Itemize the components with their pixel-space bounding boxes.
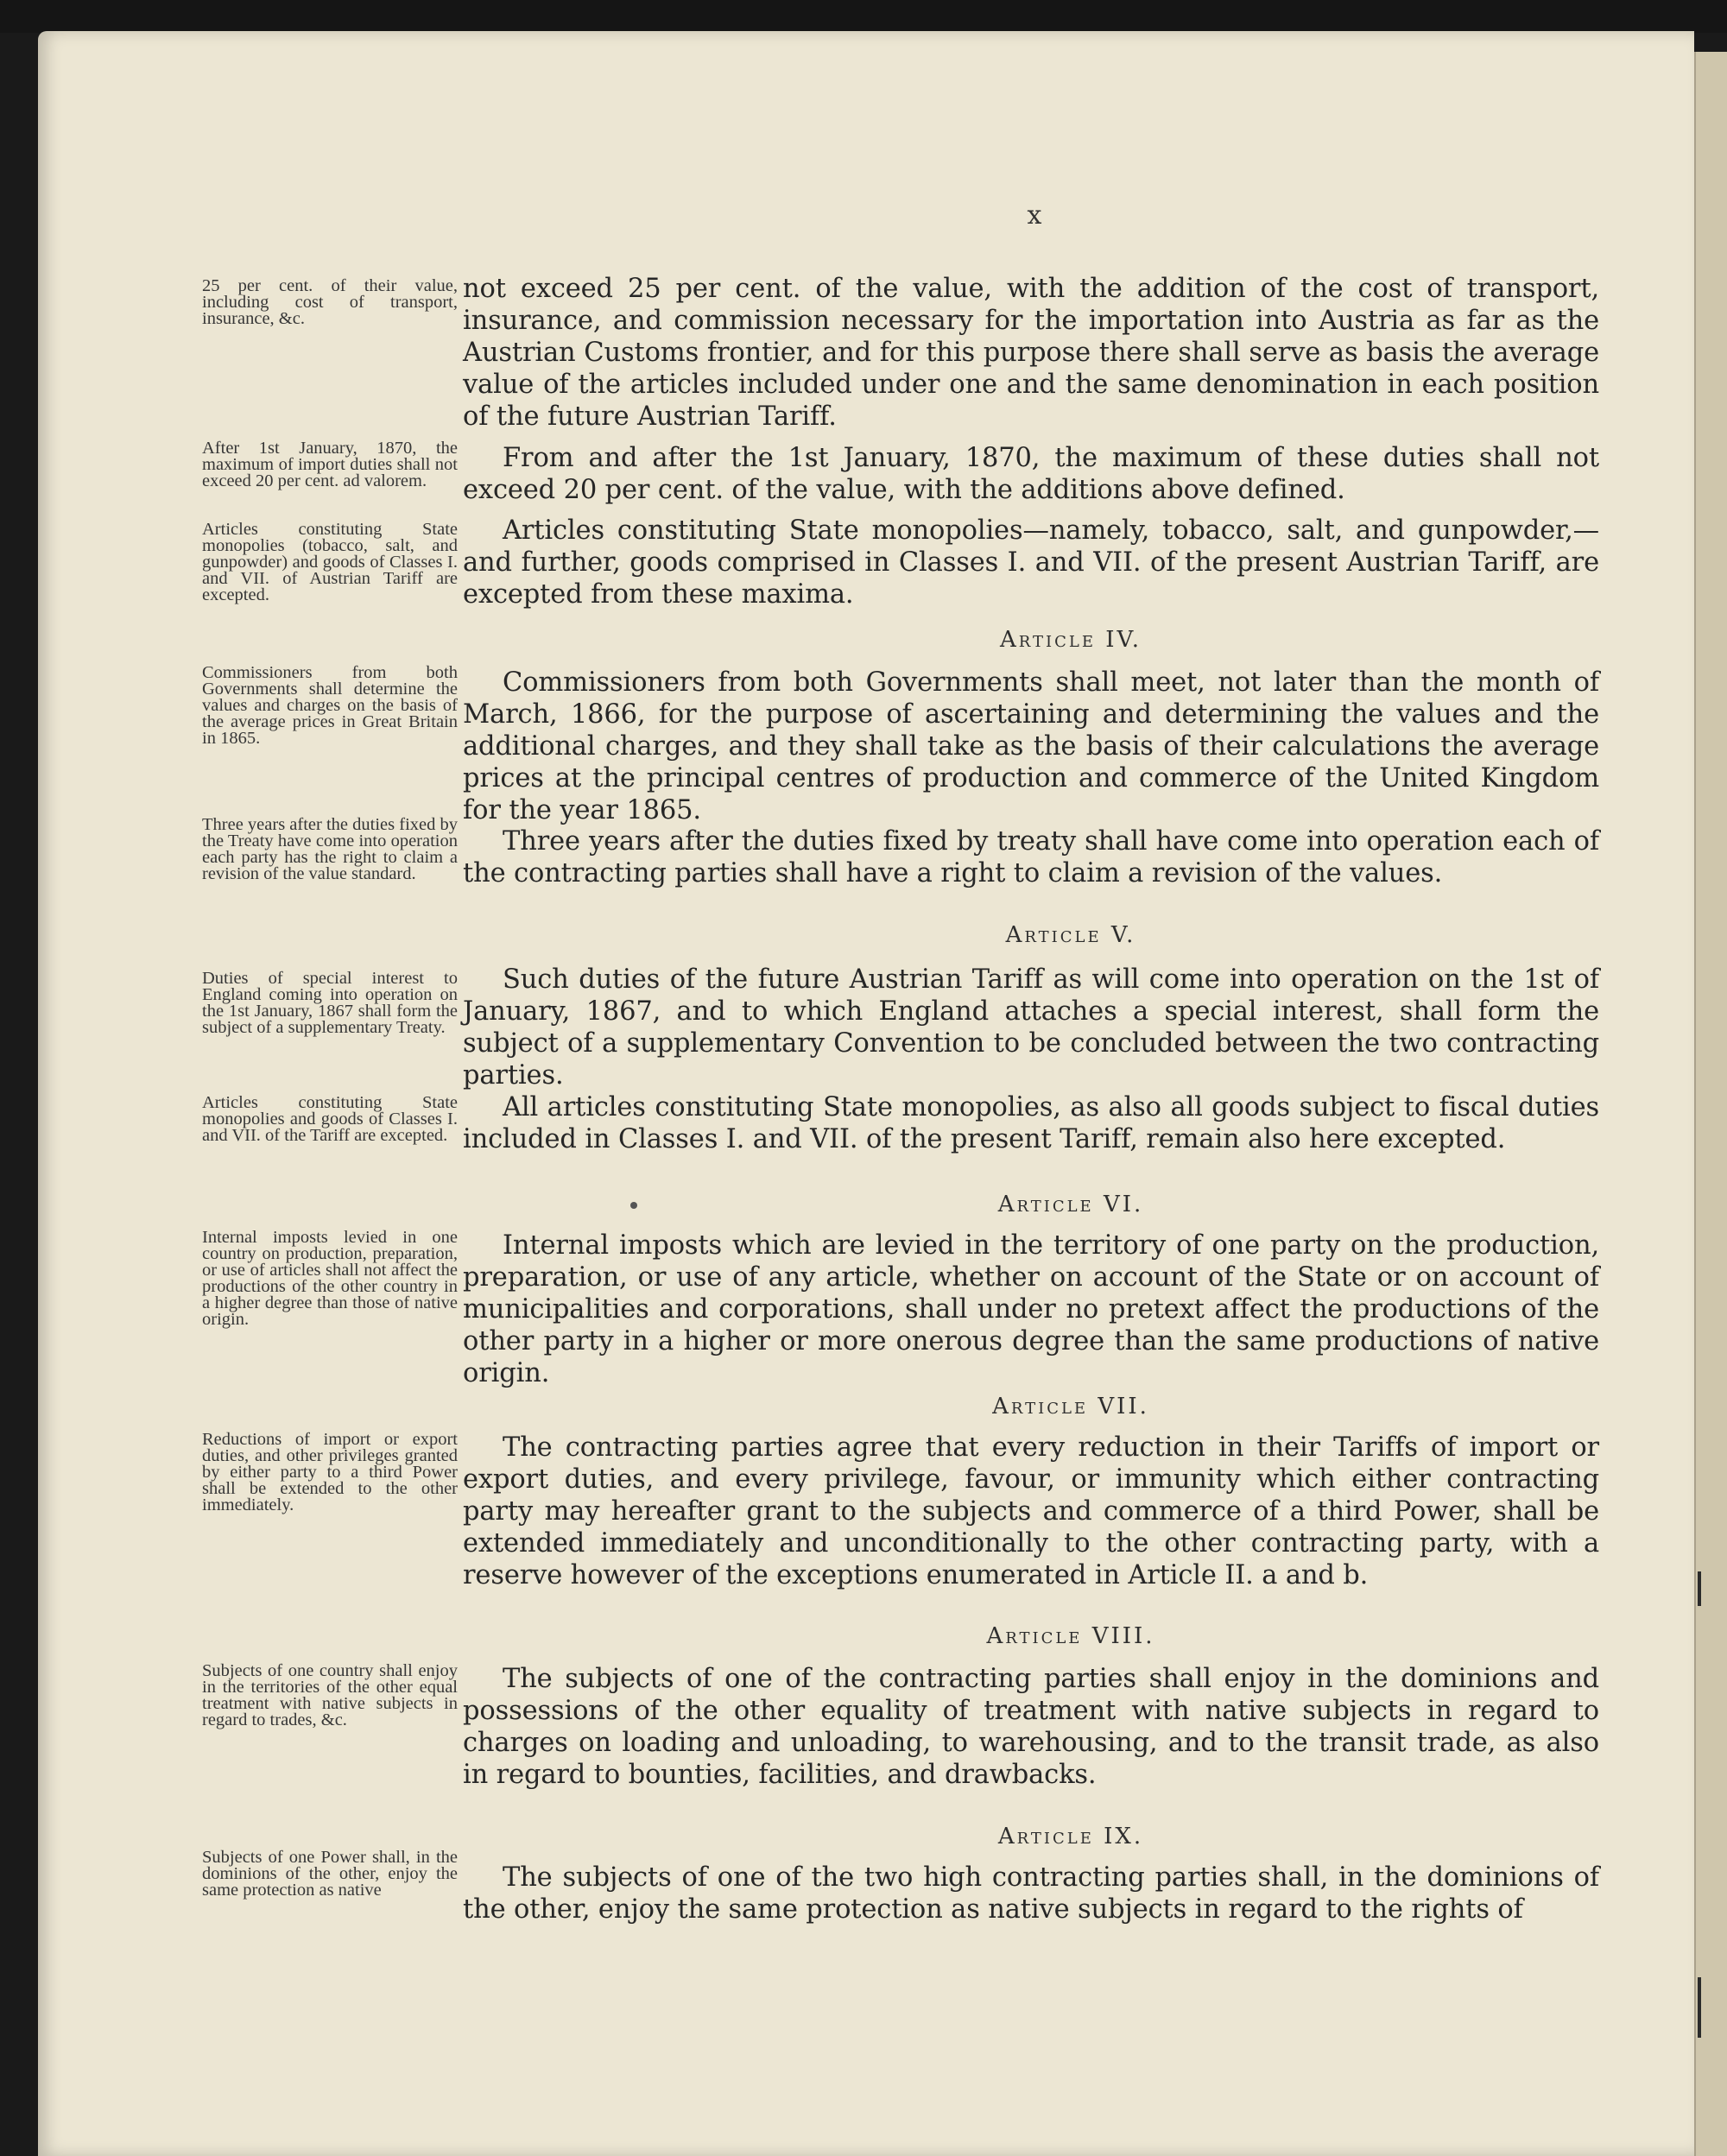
sidenote: Subjects of one country shall enjoy in the territories of the other equal treatment with native subjects in regard to trades, &c. [202,1661,458,1729]
sidenote: Articles constituting State monopolies and goods of Classes I. and VII. of the Tariff are excepted. [202,1093,458,1145]
sidenote: 25 per cent. of their value, including cost of transport, insurance, &c. [202,276,458,328]
body-paragraph: Internal imposts which are levied in the territory of one party on the production, preparation, or use of any article, whether on account of the State or on account of municipalities and corporations, shall under no pretext affect the productions of the other party in a higher or more onerous degree than the same productions of native origin. [463,1230,1599,1388]
sidenote: Three years after the duties fixed by the Treaty have come into operation each party has the right to claim a revision of the value standard. [202,815,458,883]
article-heading: Article V. [1005,922,1136,948]
ink-speck [630,1202,637,1209]
body-paragraph: The contracting parties agree that every reduction in their Tariffs of import or export duties, and every privilege, favour, or immunity which either contracting party may hereafter grant to the subjects and commerce of a third Power, shall be extended immediately and unconditionally to the other contracting party, with a reserve however of the exceptions enumerated in Article II. a and b. [463,1432,1599,1590]
body-paragraph: From and after the 1st January, 1870, the maximum of these duties shall not exceed 20 per cent. of the value, with the additions above defined. [463,443,1599,505]
edge-mark [1698,1571,1701,1606]
sidenote: Duties of special interest to England coming into operation on the 1st January, 1867 shall form the subject of a supplementary Treaty. [202,969,458,1037]
sidenote: After 1st January, 1870, the maximum of import duties shall not exceed 20 per cent. ad valorem. [202,439,458,490]
body-paragraph: Such duties of the future Austrian Tariff as will come into operation on the 1st of January, 1867, and to which England attaches a special interest, shall form the subject of a supplementary Convention to be concluded between the two contracting parties. [463,964,1599,1091]
page-number: x [1027,200,1042,231]
sidenote: Internal imposts levied in one country on production, preparation, or use of articles shall not affect the productions of the other country in a higher degree than those of native origin. [202,1228,458,1329]
body-paragraph: Articles constituting State monopolies—namely, tobacco, salt, and gunpowder,—and further, goods comprised in Classes I. and VII. of the present Austrian Tariff, are excepted from these maxima. [463,515,1599,610]
body-paragraph: Three years after the duties fixed by treaty shall have come into operation each of the contracting parties shall have a right to claim a revision of the values. [463,826,1599,888]
article-heading: Article IV. [999,627,1142,653]
sidenote: Subjects of one Power shall, in the dominions of the other, enjoy the same protection as native [202,1848,458,1900]
body-paragraph: not exceed 25 per cent. of the value, with the addition of the cost of transport, insurance, and commission necessary for the importation into Austria as far as the Austrian Customs frontier, and for this purpose there shall serve as basis the average value of the articles included under one and the same denomination in each position of the future Austrian Tariff. [463,274,1599,432]
scan-background [0,0,1727,33]
facing-page-edge [1694,52,1727,2156]
article-heading: Article VI. [997,1192,1144,1217]
sidenote: Reductions of import or export duties, and other privileges granted by either party to a third Power shall be extended to the other immediately. [202,1430,458,1514]
body-paragraph: All articles constituting State monopolies, as also all goods subject to fiscal duties included in Classes I. and VII. of the present Tariff, remain also here excepted. [463,1092,1599,1154]
article-heading: Article IX. [997,1824,1144,1849]
article-heading: Article VII. [992,1394,1149,1419]
body-paragraph: The subjects of one of the contracting parties shall enjoy in the dominions and possessions of the other equality of treatment with native subjects in regard to charges on loading and unloading, to warehousing, and to the transit trade, as also in regard to bounties, facilities, and drawbacks. [463,1664,1599,1790]
body-paragraph: Commissioners from both Governments shall meet, not later than the month of March, 1866, for the purpose of ascertaining and determining the values and the additional charges, and they shall take as the basis of their calculations the average prices at the principal centres of production and commerce of the United Kingdom for the year 1865. [463,667,1599,825]
article-heading: Article VIII. [986,1623,1155,1649]
body-paragraph: The subjects of one of the two high contracting parties shall, in the dominions of the other, enjoy the same protection as native subjects in regard to the rights of [463,1862,1599,1925]
sidenote: Articles constituting State monopolies (tobacco, salt, and gunpowder) and goods of Classes I. and VII. of Austrian Tariff are excepted. [202,520,458,604]
sidenote: Commissioners from both Governments shall determine the values and charges on the basis of the average prices in Great Britain in 1865. [202,663,458,748]
edge-mark [1698,1977,1701,2038]
